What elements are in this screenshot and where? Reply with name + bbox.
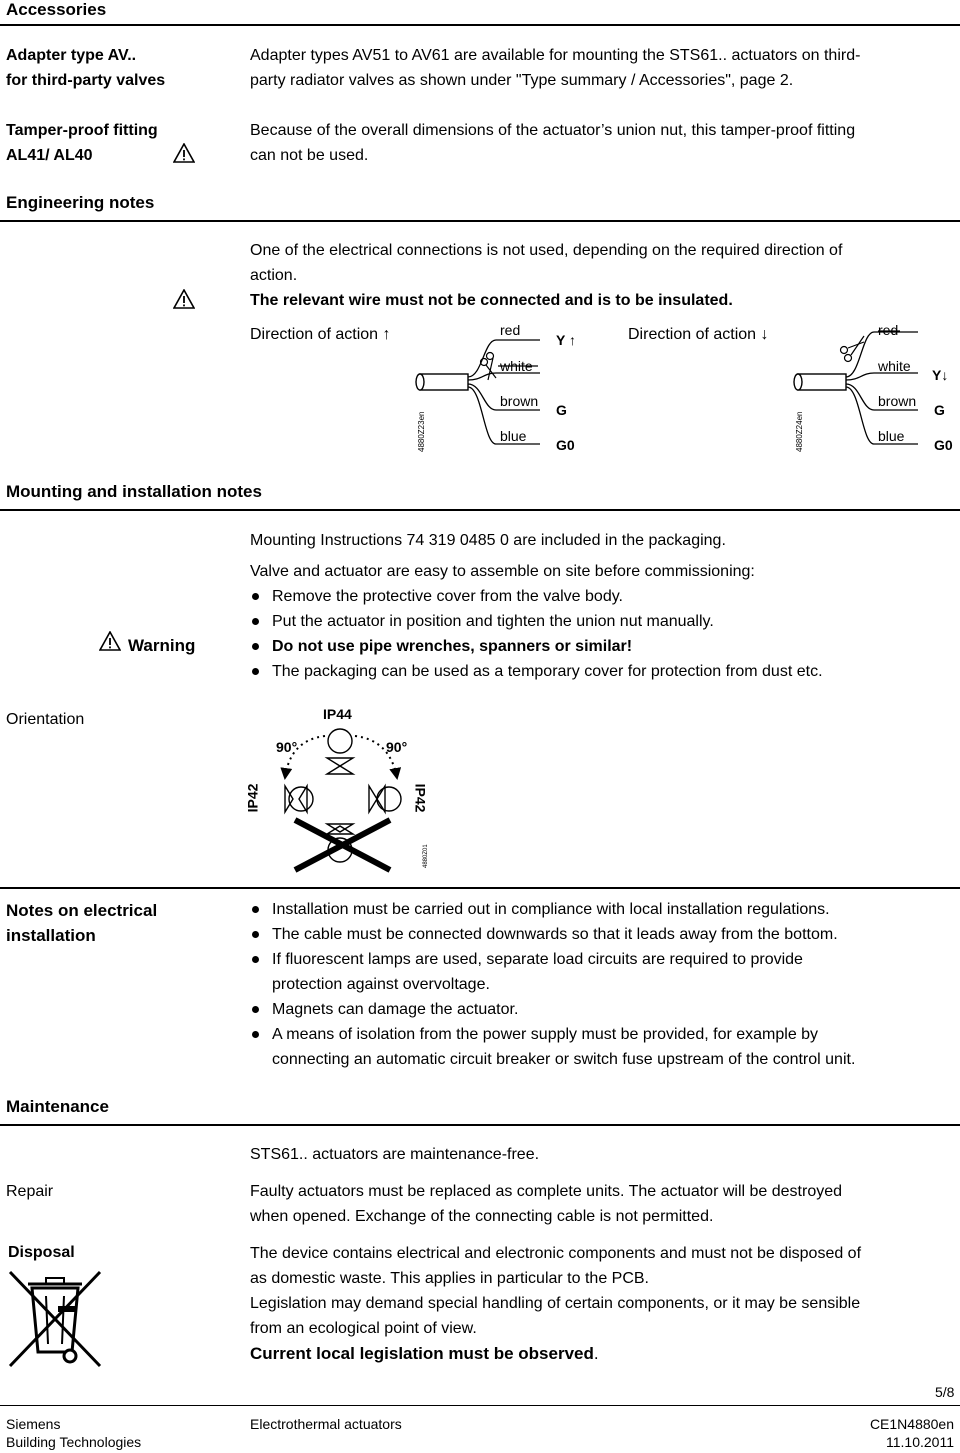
- mounting-bullet-list: [250, 584, 823, 684]
- footer-title: Electrothermal actuators: [250, 1416, 402, 1432]
- tamper-text-line: Because of the overall dimensions of the actuator’s union nut, this tamper-proof fitting: [250, 122, 856, 139]
- mounting-line-2: Valve and actuator are easy to assemble on site before commissioning:: [250, 563, 755, 580]
- warning-label: Warning: [128, 636, 196, 655]
- terminal-g: G: [556, 402, 567, 418]
- orientation-code: 4880Z01: [423, 844, 429, 868]
- disposal-final-line: [250, 1341, 861, 1366]
- section-heading-engineering: Engineering notes: [6, 193, 155, 212]
- electrical-label-line: installation: [6, 926, 96, 945]
- angle-right-label: 90°: [386, 739, 408, 755]
- scissors-icon: [841, 336, 865, 362]
- adapter-text-line: party radiator valves as shown under "Type summary / Accessories", page 2.: [250, 72, 794, 89]
- tamper-label-line: Tamper-proof fitting: [6, 122, 158, 139]
- arrow-down-icon: ↓: [760, 326, 769, 343]
- tamper-label-line: AL41/ AL40: [6, 147, 93, 164]
- footer-company-line: Siemens: [6, 1416, 61, 1432]
- list-item-continuation: [250, 972, 855, 997]
- warning-icon: [173, 289, 195, 309]
- list-item: The packaging can be used as a temporary cover for protection from dust etc.: [250, 659, 823, 684]
- engineering-text-line: action.: [250, 267, 298, 284]
- orientation-label: Orientation: [6, 711, 85, 728]
- maintenance-text: STS61.. actuators are maintenance-free.: [250, 1146, 540, 1163]
- electrical-label: [6, 898, 157, 948]
- arrow-down-icon: ↓: [941, 367, 949, 383]
- label-brown: brown: [500, 393, 539, 409]
- footer-date: 11.10.2011: [886, 1434, 954, 1450]
- list-item: Installation must be carried out in compliance with local installation regulations.: [250, 897, 855, 922]
- list-item-continuation-text: protection against overvoltage.: [272, 976, 490, 993]
- direction-title-text: Direction of action: [628, 326, 757, 343]
- warning-icon: [99, 631, 121, 651]
- disposal-text-line: as domestic waste. This applies in particular to the PCB.: [250, 1270, 649, 1287]
- cable-body: [420, 374, 468, 390]
- footer-rule: [0, 1405, 960, 1406]
- electrical-bullet-list: [250, 897, 855, 1072]
- section-heading-accessories: Accessories: [6, 0, 107, 19]
- list-item-continuation: [250, 1047, 855, 1072]
- list-item: Put the actuator in position and tighten the union nut manually.: [250, 609, 823, 634]
- cable-end: [794, 374, 802, 390]
- direction-down-title: [628, 326, 769, 344]
- adapter-text: [250, 43, 860, 93]
- terminal-y-text: Y: [556, 332, 566, 348]
- footer-doc-id: CE1N4880en: [869, 1416, 954, 1432]
- terminal-y-text: Y: [932, 367, 942, 383]
- repair-text-line: when opened. Exchange of the connecting cable is not permitted.: [250, 1208, 714, 1225]
- list-item-continuation-text: connecting an automatic circuit breaker or switch fuse upstream of the control unit.: [272, 1051, 856, 1068]
- disposal-text-line: from an ecological point of view.: [250, 1320, 477, 1337]
- section-heading-maintenance: Maintenance: [6, 1097, 109, 1116]
- repair-label: Repair: [6, 1183, 54, 1200]
- label-red: red: [878, 322, 899, 338]
- tamper-label: [6, 118, 158, 168]
- disposal-text: [250, 1241, 861, 1366]
- list-item: Remove the protective cover from the valve body.: [250, 584, 823, 609]
- disposal-end-text: .: [593, 1344, 599, 1363]
- electrical-label-line: Notes on electrical: [6, 901, 158, 920]
- footer-company-line: Building Technologies: [6, 1434, 142, 1450]
- wire-white: [846, 373, 918, 380]
- section-rule: [0, 887, 960, 889]
- terminal-g0: G0: [556, 437, 575, 453]
- disposal-label: Disposal: [8, 1244, 75, 1261]
- list-item: A means of isolation from the power supply must be provided, for example by: [250, 1022, 855, 1047]
- terminal-y: [932, 367, 948, 383]
- engineering-text-line: One of the electrical connections is not used, depending on the required direction of: [250, 242, 843, 259]
- ip44-label: IP44: [323, 706, 352, 722]
- label-blue: blue: [500, 428, 527, 444]
- page-number: 5/8: [935, 1384, 955, 1400]
- list-item: Do not use pipe wrenches, spanners or similar!: [250, 634, 823, 659]
- repair-text-line: Faulty actuators must be replaced as complete units. The actuator will be destroyed: [250, 1183, 843, 1200]
- disposal-text-line: The device contains electrical and electronic components and must not be disposed of: [250, 1245, 862, 1262]
- wire-white: [468, 373, 540, 380]
- section-rule: [0, 509, 960, 511]
- warning-icon: [173, 143, 195, 163]
- list-item: The cable must be connected downwards so that it leads away from the bottom.: [250, 922, 855, 947]
- adapter-text-line: Adapter types AV51 to AV61 are available for mounting the STS61.. actuators on third-: [250, 47, 861, 64]
- section-heading-mounting: Mounting and installation notes: [6, 482, 262, 501]
- weee-bin-icon: [6, 1270, 104, 1370]
- direction-up-title: [250, 326, 391, 344]
- list-item: If fluorescent lamps are used, separate load circuits are required to provide: [250, 947, 855, 972]
- cable-body: [798, 374, 846, 390]
- tamper-text: [250, 118, 855, 168]
- label-white: white: [878, 358, 911, 374]
- direction-title-text: Direction of action: [250, 326, 379, 343]
- valve-left: [285, 786, 313, 812]
- disposal-bold-text: Current local legislation must be observed: [250, 1344, 594, 1363]
- valve-right: [369, 786, 401, 812]
- ip42-left-label: IP42: [244, 783, 261, 813]
- repair-text: [250, 1179, 842, 1229]
- label-white: white: [500, 358, 533, 374]
- section-rule: [0, 24, 960, 26]
- terminal-g0: G0: [934, 437, 953, 453]
- angle-left-label: 90°: [276, 739, 298, 755]
- valve-top: [327, 729, 353, 774]
- adapter-label-line: Adapter type AV..: [6, 47, 137, 64]
- diagram-code: 4880Z23en: [417, 411, 426, 452]
- list-item: Magnets can damage the actuator.: [250, 997, 855, 1022]
- engineering-bold-line: The relevant wire must not be connected and is to be insulated.: [250, 292, 733, 309]
- diagram-code: 4880Z24en: [795, 411, 804, 452]
- tamper-text-line: can not be used.: [250, 147, 369, 164]
- section-rule: [0, 220, 960, 222]
- label-blue: blue: [878, 428, 905, 444]
- terminal-y: [556, 332, 576, 348]
- label-brown: brown: [878, 393, 917, 409]
- footer-doc-info: [870, 1415, 954, 1451]
- ip42-right-label: IP42: [412, 783, 429, 813]
- label-red: red: [500, 322, 521, 338]
- footer-company: [6, 1415, 141, 1451]
- terminal-g: G: [934, 402, 945, 418]
- mounting-line-1: Mounting Instructions 74 319 0485 0 are included in the packaging.: [250, 532, 726, 549]
- engineering-text: [250, 238, 842, 313]
- adapter-label-line: for third-party valves: [6, 72, 166, 89]
- arrow-up-icon: ↑: [568, 332, 576, 348]
- disposal-text-line: Legislation may demand special handling of certain components, or it may be sensible: [250, 1295, 861, 1312]
- adapter-label: [6, 43, 165, 93]
- cable-end: [416, 374, 424, 390]
- wiring-diagram-down: [788, 318, 938, 458]
- arrow-up-icon: ↑: [382, 326, 391, 343]
- section-rule: [0, 1124, 960, 1126]
